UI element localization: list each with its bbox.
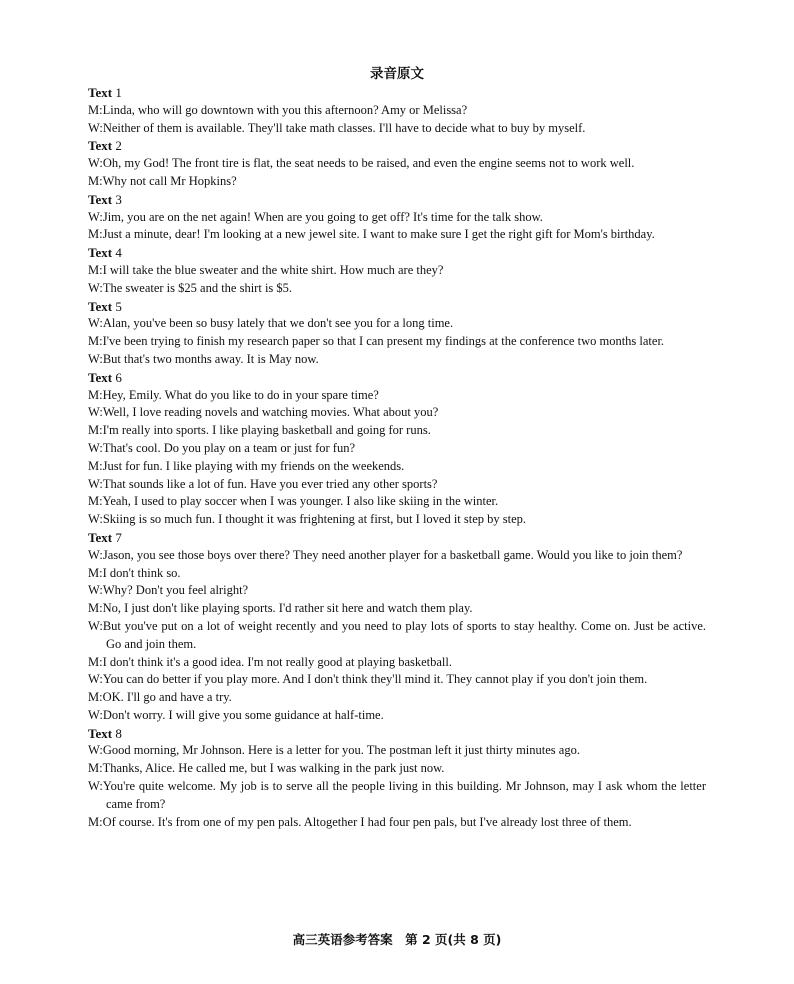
speaker-label: W bbox=[88, 351, 100, 366]
speaker-label: W bbox=[88, 316, 100, 331]
dialogue-line: W:Oh, my God! The front tire is flat, the seat needs to be raised, and even the engine seems not to work well. bbox=[88, 156, 635, 171]
dialogue-line: M:I don't think so. bbox=[88, 565, 181, 580]
speaker-label: M bbox=[88, 262, 100, 277]
page-footer: 高三英语参考答案 第 2 页(共 8 页) bbox=[292, 932, 502, 947]
dialogue-text: You're quite welcome. My job is to serve all the people living in this building. Mr Johnson, may I ask whom the letter came from? bbox=[102, 779, 706, 811]
dialogue-text: That sounds like a lot of fun. Have you ever tried any other sports? bbox=[102, 476, 438, 491]
speaker-label: W bbox=[88, 209, 100, 224]
speaker-label: M bbox=[88, 761, 100, 776]
dialogue-line: M:OK. I'll go and have a try. bbox=[88, 690, 232, 705]
speaker-label: W bbox=[88, 512, 100, 527]
section-number: 5 bbox=[115, 298, 122, 314]
dialogue-line: M:Linda, who will go downtown with you this afternoon? Amy or Melissa? bbox=[88, 102, 468, 117]
dialogue-text: Alan, you've been so busy lately that we don't see you for a long time. bbox=[102, 316, 454, 331]
dialogue-text: OK. I'll go and have a try. bbox=[102, 690, 232, 705]
dialogue-line: W:You're quite welcome. My job is to serve all the people living in this building. Mr Johnson, may I ask whom the letter came from? bbox=[88, 779, 706, 811]
dialogue-line: W:That's cool. Do you play on a team or just for fun? bbox=[88, 440, 356, 455]
dialogue-text: Skiing is so much fun. I thought it was frightening at first, but I loved it step by step. bbox=[102, 512, 527, 527]
dialogue-text: That's cool. Do you play on a team or just for fun? bbox=[102, 440, 356, 455]
dialogue-line: M:Yeah, I used to play soccer when I was younger. I also like skiing in the winter. bbox=[88, 494, 499, 509]
section-number: 2 bbox=[115, 138, 122, 154]
dialogue-line: M:Just a minute, dear! I'm looking at a new jewel site. I want to make sure I get the right gift for Mom's birthday. bbox=[88, 227, 655, 242]
dialogue-line: M:Thanks, Alice. He called me, but I was walking in the park just now. bbox=[88, 761, 445, 776]
dialogue-line: W:But you've put on a lot of weight recently and you need to play lots of sports to stay healthy. Come on. Just be active. Go and join them. bbox=[88, 618, 706, 651]
speaker-label: W bbox=[88, 476, 100, 491]
section-heading bbox=[88, 137, 706, 155]
speaker-label: M bbox=[88, 423, 100, 438]
dialogue-text: I don't think so. bbox=[102, 565, 181, 580]
speaker-label: M bbox=[88, 601, 100, 616]
text-section bbox=[88, 369, 706, 529]
speaker-label: M bbox=[88, 814, 100, 829]
dialogue-text: Oh, my God! The front tire is flat, the seat needs to be raised, and even the engine seems not to work well. bbox=[102, 156, 635, 171]
dialogue-line: M:No, I just don't like playing sports. I'd rather sit here and watch them play. bbox=[88, 601, 473, 616]
section-number: 7 bbox=[115, 529, 122, 545]
section-heading-word: Text bbox=[88, 298, 113, 314]
dialogue-line: M:Just for fun. I like playing with my friends on the weekends. bbox=[88, 458, 405, 473]
dialogue-text: Linda, who will go downtown with you this afternoon? Amy or Melissa? bbox=[102, 102, 468, 117]
dialogue-text: Just a minute, dear! I'm looking at a new jewel site. I want to make sure I get the right gift for Mom's birthday. bbox=[102, 227, 655, 242]
dialogue-line: W:Good morning, Mr Johnson. Here is a letter for you. The postman left it just thirty minutes ago. bbox=[88, 743, 580, 758]
speaker-label: M bbox=[88, 565, 100, 580]
section-heading-word: Text bbox=[88, 245, 113, 261]
dialogue-text: But you've put on a lot of weight recently and you need to play lots of sports to stay healthy. Come on. Just be active. Go and join them. bbox=[102, 618, 706, 651]
dialogue-text: I'm really into sports. I like playing basketball and going for runs. bbox=[102, 423, 431, 438]
speaker-label: W bbox=[88, 440, 100, 455]
dialogue-line: W:The sweater is $25 and the shirt is $5. bbox=[88, 280, 293, 295]
section-number: 4 bbox=[115, 245, 122, 261]
dialogue-text: Of course. It's from one of my pen pals. Altogether I had four pen pals, but I've already lost three of them. bbox=[102, 814, 632, 829]
section-heading-word: Text bbox=[88, 85, 113, 100]
dialogue-text: Well, I love reading novels and watching movies. What about you? bbox=[102, 405, 439, 420]
dialogue-line: M:I don't think it's a good idea. I'm not really good at playing basketball. bbox=[88, 654, 453, 669]
page-title: 录音原文 bbox=[370, 66, 424, 82]
section-heading-word: Text bbox=[88, 529, 113, 545]
text-section bbox=[88, 191, 706, 244]
dialogue-text: The sweater is $25 and the shirt is $5. bbox=[102, 280, 293, 295]
section-heading-word: Text bbox=[88, 138, 113, 154]
speaker-label: W bbox=[88, 743, 100, 758]
speaker-label: M bbox=[88, 227, 100, 242]
speaker-label: W bbox=[88, 156, 100, 171]
dialogue-line: W:That sounds like a lot of fun. Have you ever tried any other sports? bbox=[88, 476, 438, 491]
dialogue-text: I will take the blue sweater and the white shirt. How much are they? bbox=[102, 262, 444, 277]
section-heading bbox=[88, 725, 706, 743]
dialogue-line: W:Why? Don't you feel alright? bbox=[88, 583, 249, 598]
section-heading bbox=[88, 298, 706, 316]
speaker-label: W bbox=[88, 707, 100, 722]
speaker-label: M bbox=[88, 654, 100, 669]
dialogue-text: Jason, you see those boys over there? They need another player for a basketball game. Would you like to join them? bbox=[102, 547, 683, 562]
text-section bbox=[88, 725, 706, 832]
speaker-label: W bbox=[88, 120, 100, 135]
dialogue-line: W:But that's two months away. It is May now. bbox=[88, 351, 319, 366]
section-number: 8 bbox=[115, 725, 122, 741]
dialogue-line: M:Hey, Emily. What do you like to do in your spare time? bbox=[88, 387, 379, 402]
dialogue-text: I don't think it's a good idea. I'm not really good at playing basketball. bbox=[102, 654, 453, 669]
text-section bbox=[88, 137, 706, 190]
dialogue-line: W:Jason, you see those boys over there? They need another player for a basketball game. Would you like to join them? bbox=[88, 547, 683, 562]
dialogue-line: W:Alan, you've been so busy lately that we don't see you for a long time. bbox=[88, 316, 454, 331]
dialogue-text: Neither of them is available. They'll take math classes. I'll have to decide what to buy by myself. bbox=[102, 120, 586, 135]
speaker-label: M bbox=[88, 387, 100, 402]
dialogue-line: W:Jim, you are on the net again! When are you going to get off? It's time for the talk show. bbox=[88, 209, 543, 224]
dialogue-line: W:Well, I love reading novels and watching movies. What about you? bbox=[88, 405, 439, 420]
dialogue-line: M:Of course. It's from one of my pen pals. Altogether I had four pen pals, but I've already lost three of them. bbox=[88, 814, 632, 829]
dialogue-text: Hey, Emily. What do you like to do in your spare time? bbox=[102, 387, 379, 402]
speaker-label: M bbox=[88, 494, 100, 509]
speaker-label: M bbox=[88, 690, 100, 705]
dialogue-line: M:Why not call Mr Hopkins? bbox=[88, 173, 237, 188]
section-heading-word: Text bbox=[88, 369, 113, 385]
section-number: 1 bbox=[115, 85, 122, 100]
speaker-label: M bbox=[88, 102, 100, 117]
text-section bbox=[88, 84, 706, 137]
text-section bbox=[88, 298, 706, 369]
section-heading bbox=[88, 529, 706, 547]
dialogue-line: M:I've been trying to finish my research paper so that I can present my findings at the conference two months later. bbox=[88, 334, 665, 349]
section-heading-word: Text bbox=[88, 191, 113, 207]
dialogue-text: I've been trying to finish my research paper so that I can present my findings at the conference two months later. bbox=[102, 334, 665, 349]
speaker-label: W bbox=[88, 583, 100, 598]
dialogue-line: W:Neither of them is available. They'll take math classes. I'll have to decide what to buy by myself. bbox=[88, 120, 586, 135]
text-section bbox=[88, 529, 706, 725]
section-heading bbox=[88, 84, 706, 102]
dialogue-text: Jim, you are on the net again! When are you going to get off? It's time for the talk show. bbox=[102, 209, 543, 224]
section-heading bbox=[88, 244, 706, 262]
speaker-label: W bbox=[88, 547, 100, 562]
dialogue-text: Thanks, Alice. He called me, but I was walking in the park just now. bbox=[102, 761, 445, 776]
dialogue-line: W:Don't worry. I will give you some guidance at half-time. bbox=[88, 707, 384, 722]
section-heading bbox=[88, 369, 706, 387]
dialogue-line: W:You can do better if you play more. And I don't think they'll mind it. They cannot play if you don't join them. bbox=[88, 672, 648, 687]
dialogue-text: Good morning, Mr Johnson. Here is a letter for you. The postman left it just thirty minutes ago. bbox=[102, 743, 580, 758]
dialogue-text: Just for fun. I like playing with my friends on the weekends. bbox=[102, 458, 405, 473]
transcript-body bbox=[88, 84, 706, 831]
dialogue-line: M:I'm really into sports. I like playing basketball and going for runs. bbox=[88, 423, 431, 438]
dialogue-text: You can do better if you play more. And I don't think they'll mind it. They cannot play if you don't join them. bbox=[102, 672, 648, 687]
dialogue-text: Don't worry. I will give you some guidance at half-time. bbox=[102, 707, 384, 722]
dialogue-text: No, I just don't like playing sports. I'd rather sit here and watch them play. bbox=[102, 601, 473, 616]
section-number: 3 bbox=[115, 191, 122, 207]
speaker-label: W bbox=[88, 618, 100, 633]
speaker-label: W bbox=[88, 280, 100, 295]
section-number: 6 bbox=[115, 369, 122, 385]
dialogue-text: Why not call Mr Hopkins? bbox=[102, 173, 237, 188]
dialogue-text: Why? Don't you feel alright? bbox=[102, 583, 249, 598]
text-section bbox=[88, 244, 706, 297]
dialogue-line: M:I will take the blue sweater and the white shirt. How much are they? bbox=[88, 262, 444, 277]
speaker-label: M bbox=[88, 458, 100, 473]
speaker-label: M bbox=[88, 173, 100, 188]
speaker-label: M bbox=[88, 334, 100, 349]
speaker-label: W bbox=[88, 405, 100, 420]
speaker-label: W bbox=[88, 672, 100, 687]
section-heading-word: Text bbox=[88, 725, 113, 741]
section-heading bbox=[88, 191, 706, 209]
speaker-label: W bbox=[88, 779, 100, 794]
dialogue-text: But that's two months away. It is May now. bbox=[102, 351, 319, 366]
dialogue-text: Yeah, I used to play soccer when I was younger. I also like skiing in the winter. bbox=[102, 494, 499, 509]
dialogue-line: W:Skiing is so much fun. I thought it was frightening at first, but I loved it step by step. bbox=[88, 512, 527, 527]
